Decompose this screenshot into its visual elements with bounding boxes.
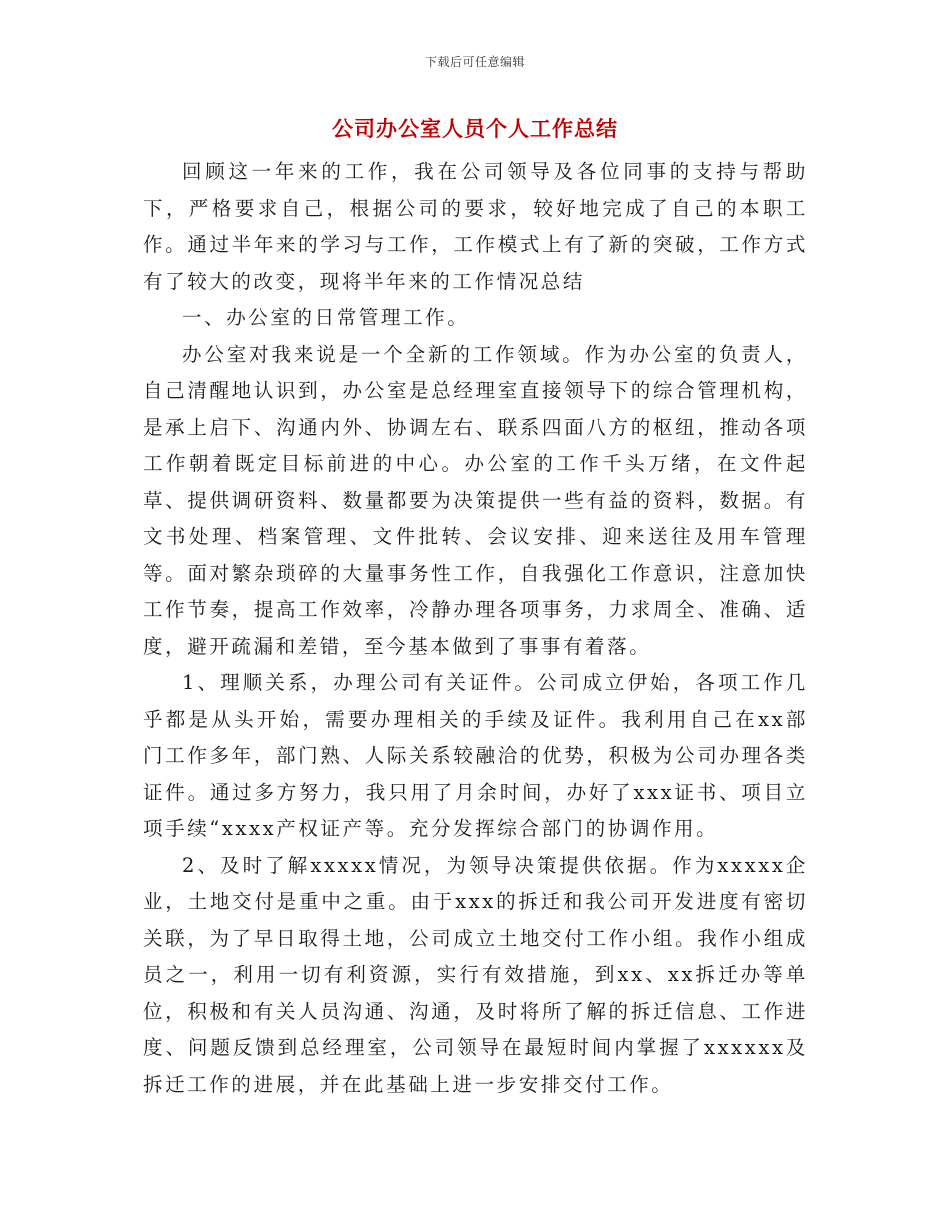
document-body: [143, 154, 808, 1103]
document-title: 公司办公室人员个人工作总结: [332, 116, 618, 141]
paragraph-item-1: 1、理顺关系，办理公司有关证件。公司成立伊始，各项工作几乎都是从头开始，需要办理相关的手续及证件。我利用自己在xx部门工作多年，部门熟、人际关系较融洽的优势，积极为公司办理各类证件。通过多方努力，我只用了月余时间，办好了xxx证书、项目立项手续“xxxx产权证产等。充分发挥综合部门的协调作用。: [143, 671, 808, 840]
paragraph-item-2: 2、及时了解xxxxx情况，为领导决策提供依据。作为xxxxx企业，土地交付是重中之重。由于xxx的拆迁和我公司开发进度有密切关联，为了早日取得土地，公司成立土地交付工作小组。我作小组成员之一，利用一切有利资源，实行有效措施，到xx、xx拆迁办等单位，积极和有关人员沟通、沟通，及时将所了解的拆迁信息、工作进度、问题反馈到总经理室，公司领导在最短时间内掌握了xxxxxx及拆迁工作的进展，并在此基础上进一步安排交付工作。: [143, 853, 808, 1096]
section-heading-office-management: 一、办公室的日常管理工作。: [182, 306, 470, 329]
header-note: 下载后可任意编辑: [424, 55, 525, 69]
paragraph-intro: 回顾这一年来的工作，我在公司领导及各位同事的支持与帮助下，严格要求自己，根据公司的要求，较好地完成了自己的本职工作。通过半年来的学习与工作，工作模式上有了新的突破，工作方式有了较大的改变，现将半年来的工作情况总结: [143, 160, 808, 293]
paragraph-office-role: 办公室对我来说是一个全新的工作领域。作为办公室的负责人，自己清醒地认识到，办公室是总经理室直接领导下的综合管理机构，是承上启下、沟通内外、协调左右、联系四面八方的枢纽，推动各项工作朝着既定目标前进的中心。办公室的工作千头万绪，在文件起草、提供调研资料、数量都要为决策提供一些有益的资料，数据。有文书处理、档案管理、文件批转、会议安排、迎来送往及用车管理等。面对繁杂琐碎的大量事务性工作，自我强化工作意识，注意加快工作节奏，提高工作效率，冷静办理各项事务，力求周全、准确、适度，避开疏漏和差错，至今基本做到了事事有着落。: [143, 342, 808, 658]
